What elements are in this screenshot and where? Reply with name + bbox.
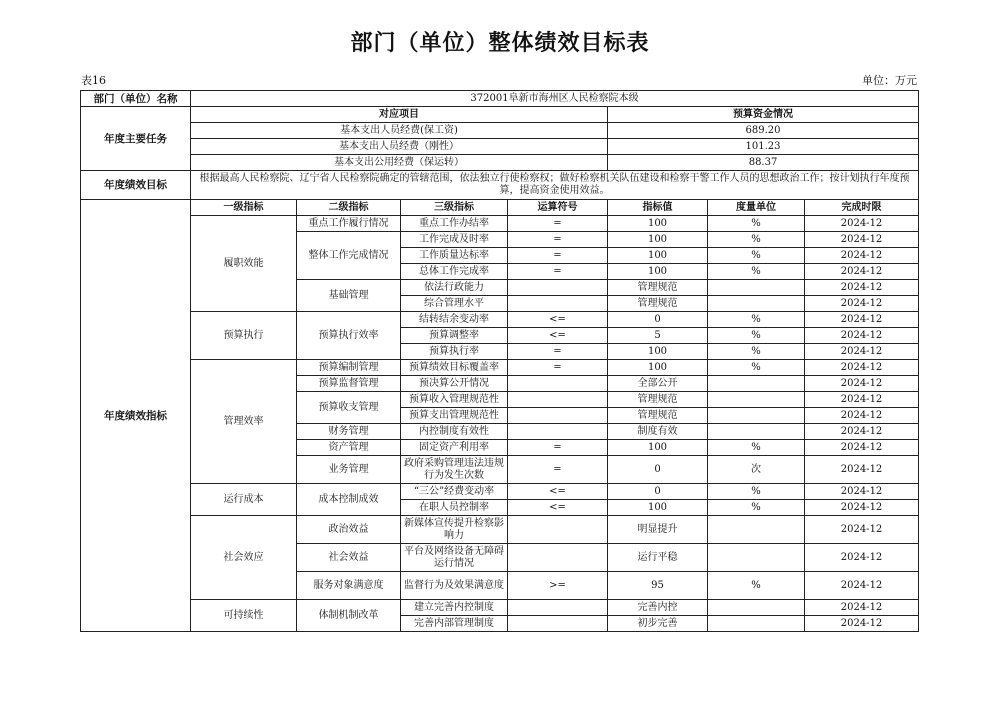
- level2-indicator: 社会效益: [297, 544, 401, 572]
- dept-value: 372001阜新市海州区人民检察院本级: [191, 91, 919, 107]
- level3-indicator: 工作质量达标率: [401, 248, 508, 264]
- indicator-header-row: [81, 200, 919, 216]
- performance-table: [80, 90, 919, 632]
- operator-cell: [508, 616, 608, 632]
- level3-indicator: “三公”经费变动率: [401, 484, 508, 500]
- deadline-cell: 2024-12: [805, 572, 919, 600]
- operator-cell: <=: [508, 484, 608, 500]
- level3-indicator: 内控制度有效性: [401, 424, 508, 440]
- value-cell: 0: [608, 312, 708, 328]
- task-amount: 101.23: [608, 139, 919, 155]
- level3-indicator: 在职人员控制率: [401, 500, 508, 516]
- deadline-cell: 2024-12: [805, 328, 919, 344]
- level2-indicator: 服务对象满意度: [297, 572, 401, 600]
- task-item: 基本支出人员经费(保工资): [191, 123, 608, 139]
- level2-indicator: 基础管理: [297, 280, 401, 312]
- operator-cell: [508, 408, 608, 424]
- level2-indicator: 财务管理: [297, 424, 401, 440]
- page-title: 部门（单位）整体绩效目标表: [350, 31, 650, 56]
- unit-cell: %: [708, 312, 805, 328]
- task-row: [81, 139, 919, 155]
- level2-indicator: 预算收支管理: [297, 392, 401, 424]
- level3-indicator: 综合管理水平: [401, 296, 508, 312]
- value-cell: 完善内控: [608, 600, 708, 616]
- level1-indicator: 社会效应: [191, 516, 297, 600]
- deadline-cell: 2024-12: [805, 544, 919, 572]
- deadline-cell: 2024-12: [805, 216, 919, 232]
- level3-indicator: 政府采购管理违法违规行为发生次数: [401, 456, 508, 484]
- value-cell: 100: [608, 248, 708, 264]
- header-deadline: 完成时限: [805, 200, 919, 216]
- unit-cell: [708, 516, 805, 544]
- level3-indicator: 固定资产利用率: [401, 440, 508, 456]
- deadline-cell: 2024-12: [805, 408, 919, 424]
- value-cell: 100: [608, 360, 708, 376]
- unit-cell: %: [708, 344, 805, 360]
- operator-cell: =: [508, 216, 608, 232]
- unit-label: 单位：万元: [862, 74, 917, 87]
- level3-indicator: 预算执行率: [401, 344, 508, 360]
- unit-cell: 次: [708, 456, 805, 484]
- dept-row: [81, 91, 919, 107]
- operator-cell: [508, 280, 608, 296]
- level2-indicator: 重点工作履行情况: [297, 216, 401, 232]
- value-cell: 初步完善: [608, 616, 708, 632]
- value-cell: 全部公开: [608, 376, 708, 392]
- deadline-cell: 2024-12: [805, 500, 919, 516]
- level2-indicator: 预算监督管理: [297, 376, 401, 392]
- value-cell: 100: [608, 216, 708, 232]
- header-level3: 三级指标: [401, 200, 508, 216]
- value-cell: 95: [608, 572, 708, 600]
- operator-cell: [508, 600, 608, 616]
- tasks-label: 年度主要任务: [81, 107, 191, 171]
- deadline-cell: 2024-12: [805, 248, 919, 264]
- level3-indicator: 总体工作完成率: [401, 264, 508, 280]
- header-value: 指标值: [608, 200, 708, 216]
- level3-indicator: 平台及网络设备无障碍运行情况: [401, 544, 508, 572]
- operator-cell: <=: [508, 500, 608, 516]
- level1-indicator: 预算执行: [191, 312, 297, 360]
- goal-row: [81, 171, 919, 200]
- level3-indicator: 依法行政能力: [401, 280, 508, 296]
- value-cell: 0: [608, 456, 708, 484]
- deadline-cell: 2024-12: [805, 296, 919, 312]
- value-cell: 运行平稳: [608, 544, 708, 572]
- deadline-cell: 2024-12: [805, 376, 919, 392]
- level3-indicator: 结转结余变动率: [401, 312, 508, 328]
- deadline-cell: 2024-12: [805, 456, 919, 484]
- header-level2: 二级指标: [297, 200, 401, 216]
- indicator-row: [81, 600, 919, 616]
- value-cell: 100: [608, 264, 708, 280]
- indicator-row: [81, 312, 919, 328]
- operator-cell: =: [508, 440, 608, 456]
- unit-cell: [708, 280, 805, 296]
- task-amount: 689.20: [608, 123, 919, 139]
- unit-cell: %: [708, 216, 805, 232]
- operator-cell: [508, 516, 608, 544]
- deadline-cell: 2024-12: [805, 232, 919, 248]
- level3-indicator: 预算绩效目标覆盖率: [401, 360, 508, 376]
- value-cell: 100: [608, 344, 708, 360]
- col-budget-header: 预算资金情况: [608, 107, 919, 123]
- indicators-label: 年度绩效指标: [81, 200, 191, 632]
- deadline-cell: 2024-12: [805, 312, 919, 328]
- value-cell: 0: [608, 484, 708, 500]
- operator-cell: =: [508, 344, 608, 360]
- task-row: [81, 155, 919, 171]
- value-cell: 5: [608, 328, 708, 344]
- task-item: 基本支出人员经费（刚性）: [191, 139, 608, 155]
- level3-indicator: 完善内部管理制度: [401, 616, 508, 632]
- unit-cell: [708, 408, 805, 424]
- level2-indicator: 政治效益: [297, 516, 401, 544]
- operator-cell: [508, 376, 608, 392]
- unit-cell: %: [708, 440, 805, 456]
- level2-indicator: 成本控制成效: [297, 484, 401, 516]
- operator-cell: >=: [508, 572, 608, 600]
- level3-indicator: 新媒体宣传提升检察影响力: [401, 516, 508, 544]
- indicator-row: [81, 216, 919, 232]
- value-cell: 管理规范: [608, 392, 708, 408]
- table-number: 表16: [81, 74, 106, 87]
- level2-indicator: 资产管理: [297, 440, 401, 456]
- tasks-header-row: [81, 107, 919, 123]
- unit-cell: [708, 296, 805, 312]
- level3-indicator: 重点工作办结率: [401, 216, 508, 232]
- task-amount: 88.37: [608, 155, 919, 171]
- unit-cell: [708, 424, 805, 440]
- operator-cell: [508, 392, 608, 408]
- operator-cell: =: [508, 456, 608, 484]
- level1-indicator: 运行成本: [191, 484, 297, 516]
- operator-cell: <=: [508, 328, 608, 344]
- level3-indicator: 预算支出管理规范性: [401, 408, 508, 424]
- unit-cell: [708, 376, 805, 392]
- unit-cell: [708, 544, 805, 572]
- level1-indicator: 管理效率: [191, 360, 297, 484]
- deadline-cell: 2024-12: [805, 280, 919, 296]
- value-cell: 100: [608, 232, 708, 248]
- operator-cell: =: [508, 248, 608, 264]
- operator-cell: =: [508, 360, 608, 376]
- level3-indicator: 预算收入管理规范性: [401, 392, 508, 408]
- col-item-header: 对应项目: [191, 107, 608, 123]
- unit-cell: %: [708, 572, 805, 600]
- deadline-cell: 2024-12: [805, 440, 919, 456]
- deadline-cell: 2024-12: [805, 344, 919, 360]
- deadline-cell: 2024-12: [805, 616, 919, 632]
- level2-indicator: 预算编制管理: [297, 360, 401, 376]
- indicator-row: [81, 360, 919, 376]
- task-row: [81, 123, 919, 139]
- header-unit: 度量单位: [708, 200, 805, 216]
- indicator-row: [81, 484, 919, 500]
- value-cell: 管理规范: [608, 280, 708, 296]
- deadline-cell: 2024-12: [805, 360, 919, 376]
- level2-indicator: 预算执行效率: [297, 312, 401, 360]
- unit-cell: %: [708, 232, 805, 248]
- unit-cell: %: [708, 248, 805, 264]
- unit-cell: %: [708, 328, 805, 344]
- operator-cell: [508, 424, 608, 440]
- unit-cell: %: [708, 500, 805, 516]
- operator-cell: =: [508, 232, 608, 248]
- header-operator: 运算符号: [508, 200, 608, 216]
- indicator-row: [81, 516, 919, 544]
- unit-cell: %: [708, 360, 805, 376]
- level2-indicator: 体制机制改革: [297, 600, 401, 632]
- level2-indicator: 整体工作完成情况: [297, 232, 401, 280]
- operator-cell: [508, 544, 608, 572]
- level1-indicator: 履职效能: [191, 216, 297, 312]
- deadline-cell: 2024-12: [805, 516, 919, 544]
- deadline-cell: 2024-12: [805, 484, 919, 500]
- goal-label: 年度绩效目标: [81, 171, 191, 200]
- value-cell: 管理规范: [608, 408, 708, 424]
- value-cell: 100: [608, 500, 708, 516]
- unit-cell: [708, 600, 805, 616]
- level3-indicator: 预决算公开情况: [401, 376, 508, 392]
- unit-cell: [708, 616, 805, 632]
- level3-indicator: 预算调整率: [401, 328, 508, 344]
- deadline-cell: 2024-12: [805, 392, 919, 408]
- level1-indicator: 可持续性: [191, 600, 297, 632]
- unit-cell: [708, 392, 805, 408]
- unit-cell: %: [708, 484, 805, 500]
- operator-cell: [508, 296, 608, 312]
- level3-indicator: 监督行为及效果满意度: [401, 572, 508, 600]
- level3-indicator: 建立完善内控制度: [401, 600, 508, 616]
- deadline-cell: 2024-12: [805, 600, 919, 616]
- goal-text: 根据最高人民检察院、辽宁省人民检察院确定的管辖范围，依法独立行使检察权；做好检察机关队伍建设和检察干警工作人员的思想政治工作；按计划执行年度预算，提高资金使用效益。: [191, 171, 919, 200]
- dept-label: 部门（单位）名称: [81, 91, 191, 107]
- deadline-cell: 2024-12: [805, 264, 919, 280]
- operator-cell: <=: [508, 312, 608, 328]
- deadline-cell: 2024-12: [805, 424, 919, 440]
- level2-indicator: 业务管理: [297, 456, 401, 484]
- level3-indicator: 工作完成及时率: [401, 232, 508, 248]
- task-item: 基本支出公用经费（保运转）: [191, 155, 608, 171]
- header-level1: 一级指标: [191, 200, 297, 216]
- value-cell: 100: [608, 440, 708, 456]
- value-cell: 管理规范: [608, 296, 708, 312]
- value-cell: 制度有效: [608, 424, 708, 440]
- operator-cell: =: [508, 264, 608, 280]
- value-cell: 明显提升: [608, 516, 708, 544]
- unit-cell: %: [708, 264, 805, 280]
